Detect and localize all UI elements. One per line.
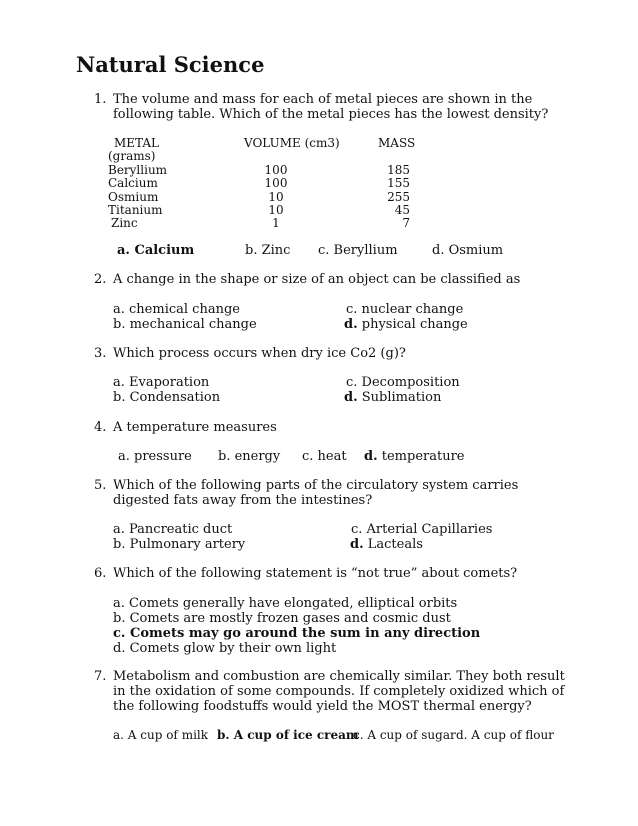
q4-choice-d-letter: d.	[364, 449, 378, 464]
question-6-number: 6.	[94, 566, 107, 581]
q6-choice-c: c. Comets may go around the sum in any direction	[113, 626, 481, 641]
table-row	[108, 191, 438, 204]
question-7-text: Metabolism and combustion are chemically similar. They both result in the oxidation of some compounds. If completely oxidized which of the following foodstuffs would yield the MOST thermal energy?	[113, 669, 565, 714]
q7-choice-d: d. A cup of flour	[456, 728, 554, 742]
q5-choice-a: a. Pancreatic duct	[113, 522, 233, 537]
q3-choice-d-letter: d.	[344, 390, 358, 405]
q1-choice-a: a. Calcium	[117, 243, 195, 258]
table-header-sub-row	[108, 150, 438, 163]
q6-choice-d: d. Comets glow by their own light	[113, 641, 337, 656]
question-4-text: A temperature measures	[113, 420, 277, 435]
q4-choice-d-text: temperature	[377, 449, 465, 464]
q2-choice-d	[344, 317, 468, 332]
table-cell-mass: 45	[394, 202, 410, 217]
question-6-text: Which of the following statement is “not true” about comets?	[113, 566, 518, 581]
table-cell-metal: Calcium	[108, 176, 158, 191]
table-cell-volume: 100	[264, 162, 288, 177]
q3-choice-d	[344, 390, 441, 405]
metal-table	[108, 137, 438, 231]
table-row	[108, 177, 438, 190]
table-header-row	[108, 137, 438, 150]
q2-choice-b: b. mechanical change	[113, 317, 257, 332]
question-4-number: 4.	[94, 420, 107, 435]
q3-choice-a: a. Evaporation	[113, 375, 210, 390]
table-cell-mass: 185	[387, 162, 410, 177]
question-2-text: A change in the shape or size of an object can be classified as	[113, 272, 521, 287]
q5-choice-d-letter: d.	[350, 537, 364, 552]
question-1-number: 1.	[94, 92, 107, 107]
table-cell-mass: 255	[387, 189, 410, 204]
q3-choice-d-text: Sublimation	[357, 390, 442, 405]
table-cell-metal: Osmium	[108, 189, 159, 204]
table-cell-volume: 10	[268, 202, 284, 217]
table-cell-volume: 10	[268, 189, 284, 204]
q1-choice-d: d. Osmium	[432, 243, 504, 258]
q4-choice-a: a. pressure	[118, 449, 192, 464]
table-row	[108, 164, 438, 177]
q7-choice-a: a. A cup of milk	[113, 728, 209, 742]
q5-choice-c: c. Arterial Capillaries	[351, 522, 493, 537]
q2-choice-d-text: physical change	[357, 317, 468, 332]
q3-choice-c: c. Decomposition	[346, 375, 460, 390]
table-row	[108, 217, 438, 230]
table-header-volume: VOLUME (cm3)	[244, 136, 340, 150]
question-1-text: The volume and mass for each of metal pieces are shown in the following table. Which of the metal pieces has the lowest density?	[113, 92, 549, 122]
question-2-number: 2.	[94, 272, 107, 287]
table-header-grams: (grams)	[108, 149, 156, 164]
table-cell-metal: Beryllium	[108, 162, 168, 177]
q5-choice-b: b. Pulmonary artery	[113, 537, 246, 552]
table-cell-mass: 7	[402, 216, 410, 231]
q5-choice-d-text: Lacteals	[363, 537, 423, 552]
q5-choice-d	[350, 537, 423, 552]
table-header-mass: MASS	[378, 136, 416, 150]
q6-choice-b: b. Comets are mostly frozen gases and cosmic dust	[113, 611, 451, 626]
q1-choice-c: c. Beryllium	[318, 243, 398, 258]
table-cell-volume: 1	[272, 216, 280, 231]
q6-choice-a: a. Comets generally have elongated, elliptical orbits	[113, 596, 458, 611]
question-3-number: 3.	[94, 346, 107, 361]
question-7-number: 7.	[94, 669, 107, 684]
table-cell-volume: 100	[264, 176, 288, 191]
table-cell-mass: 155	[387, 176, 410, 191]
q3-choice-b: b. Condensation	[113, 390, 221, 405]
q2-choice-a: a. chemical change	[113, 302, 240, 317]
q2-choice-c: c. nuclear change	[346, 302, 464, 317]
question-5-text: Which of the following parts of the circulatory system carries digested fats away from the intestines?	[113, 478, 519, 508]
question-3-text: Which process occurs when dry ice Co2 (g)?	[113, 346, 406, 361]
q7-choice-c: c. A cup of sugar	[353, 728, 456, 742]
question-5-number: 5.	[94, 478, 107, 493]
page-title: Natural Science	[76, 52, 265, 77]
q7-choice-b: b. A cup of ice cream	[217, 728, 359, 742]
table-header-metal: METAL	[114, 136, 160, 150]
q1-choice-b: b. Zinc	[245, 243, 291, 258]
table-row	[108, 204, 438, 217]
q4-choice-b: b. energy	[218, 449, 281, 464]
table-cell-metal: Titanium	[108, 202, 163, 217]
q4-choice-d	[364, 449, 465, 464]
q2-choice-d-letter: d.	[344, 317, 358, 332]
table-cell-metal: Zinc	[111, 216, 138, 231]
q4-choice-c: c. heat	[302, 449, 347, 464]
